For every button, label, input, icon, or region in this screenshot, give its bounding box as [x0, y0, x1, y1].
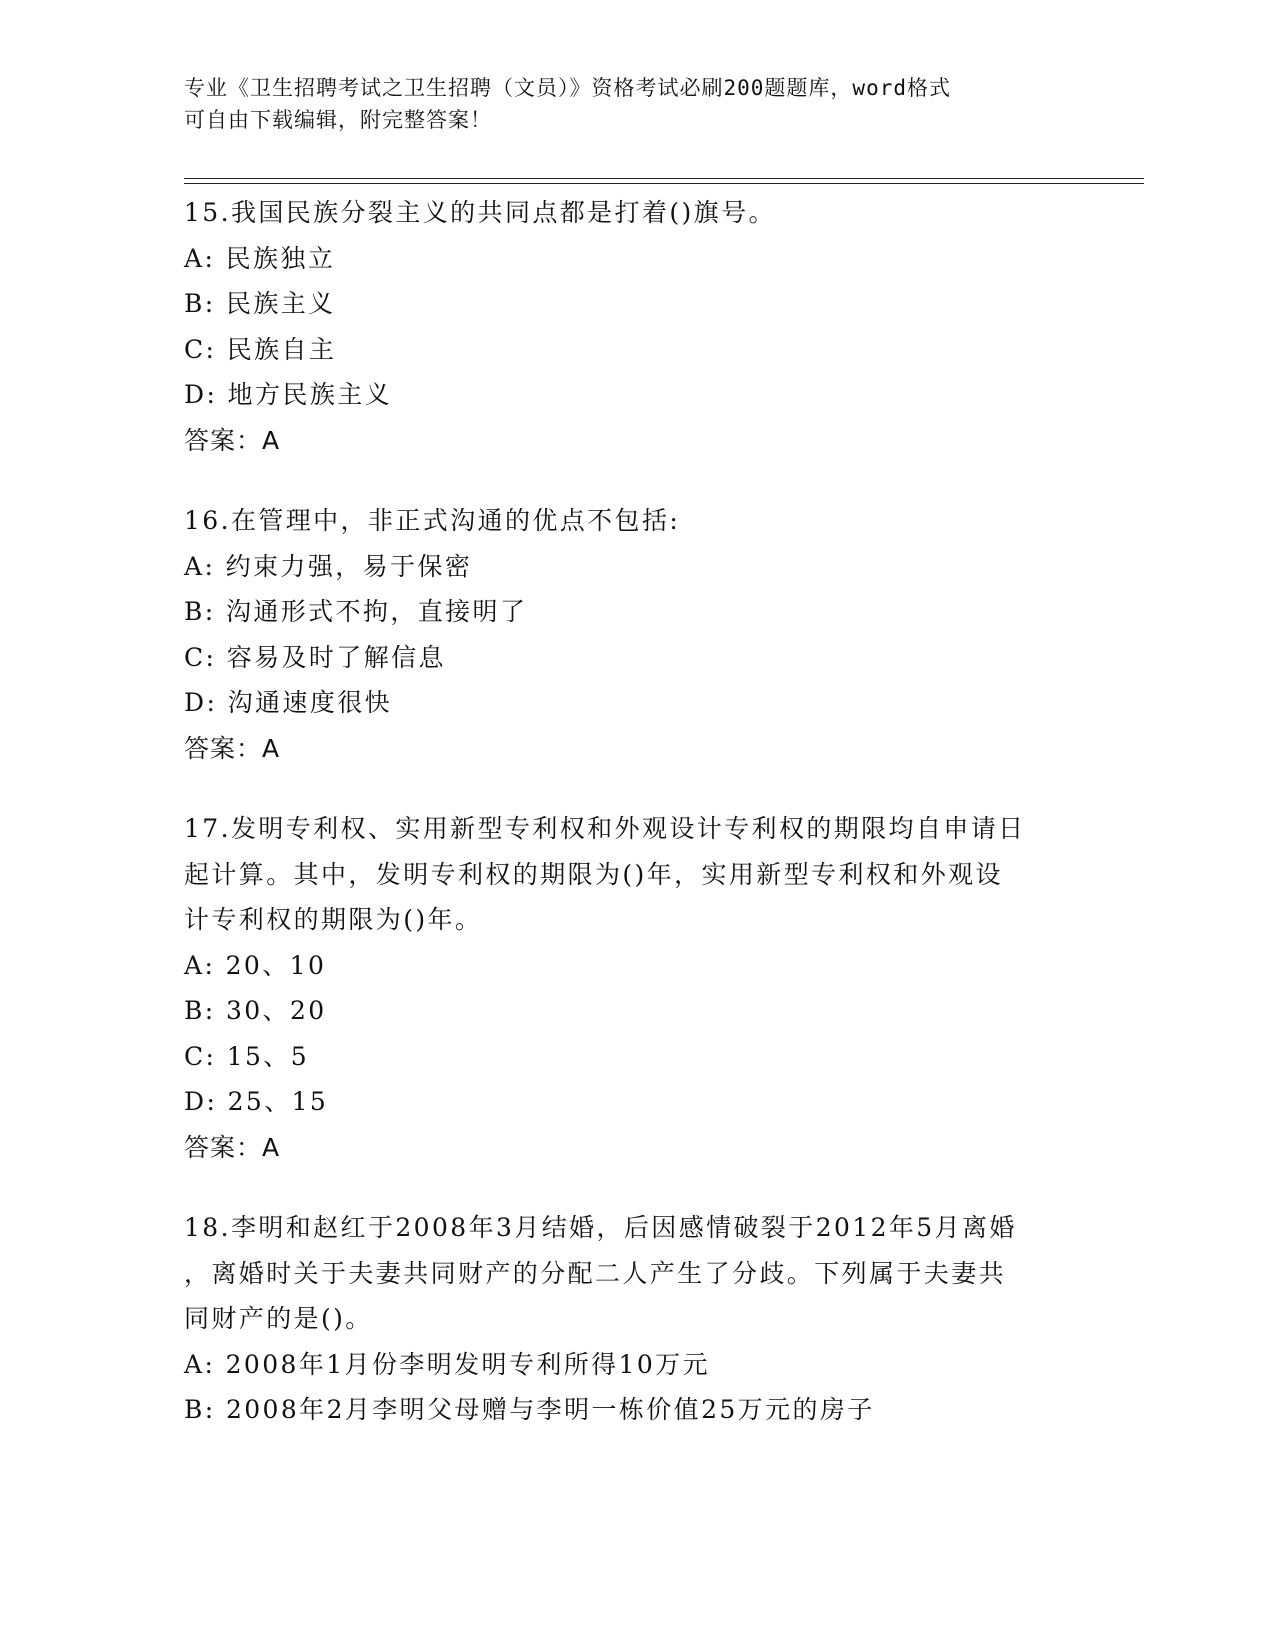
header-line-2: 可自由下载编辑，附完整答案！ [184, 108, 492, 132]
option-c: C: 15、5 [184, 1041, 310, 1071]
option-c: C: 民族自主 [184, 334, 337, 364]
question-15 [184, 190, 1084, 463]
answer: 答案：A [184, 425, 281, 455]
option-a: A: 约束力强，易于保密 [184, 551, 473, 581]
question-stem-line-3: 计专利权的期限为()年。 [184, 905, 483, 934]
answer: 答案：A [184, 1132, 281, 1162]
header-rule-bottom [184, 183, 1144, 184]
question-17 [184, 806, 1084, 1170]
document-header [184, 72, 1084, 136]
header-line-1: 专业《卫生招聘考试之卫生招聘（文员）》资格考试必刷200题题库，word格式 [184, 76, 951, 100]
option-c: C: 容易及时了解信息 [184, 642, 446, 672]
option-d: D: 沟通速度很快 [184, 688, 393, 717]
option-a: A: 20、10 [184, 950, 327, 980]
answer: 答案：A [184, 733, 281, 763]
question-stem-line-2: 起计算。其中，发明专利权的期限为()年，实用新型专利权和外观设 [184, 859, 1003, 889]
option-b: B: 30、20 [184, 996, 327, 1025]
question-stem-line-2: ，离婚时关于夫妻共同财产的分配二人产生了分歧。下列属于夫妻共 [184, 1258, 1007, 1288]
option-b: B: 沟通形式不拘，直接明了 [184, 597, 528, 626]
question-16 [184, 498, 1084, 771]
question-stem-line-1: 18.李明和赵红于2008年3月结婚，后因感情破裂于2012年5月离婚 [184, 1213, 1017, 1242]
header-rule-top [184, 178, 1144, 179]
question-list [184, 190, 1084, 1468]
question-18 [184, 1205, 1084, 1433]
option-d: D: 地方民族主义 [184, 380, 393, 409]
question-stem-line-3: 同财产的是()。 [184, 1304, 373, 1333]
question-stem: 15.我国民族分裂主义的共同点都是打着()旗号。 [184, 198, 776, 227]
option-d: D: 25、15 [184, 1087, 329, 1116]
option-b: B: 2008年2月李明父母赠与李明一栋价值25万元的房子 [184, 1395, 875, 1424]
question-stem-line-1: 17.发明专利权、实用新型专利权和外观设计专利权的期限均自申请日 [184, 814, 1026, 843]
option-a: A: 2008年1月份李明发明专利所得10万元 [184, 1349, 710, 1379]
option-b: B: 民族主义 [184, 289, 336, 318]
question-stem: 16.在管理中，非正式沟通的优点不包括: [184, 506, 681, 535]
option-a: A: 民族独立 [184, 243, 336, 273]
